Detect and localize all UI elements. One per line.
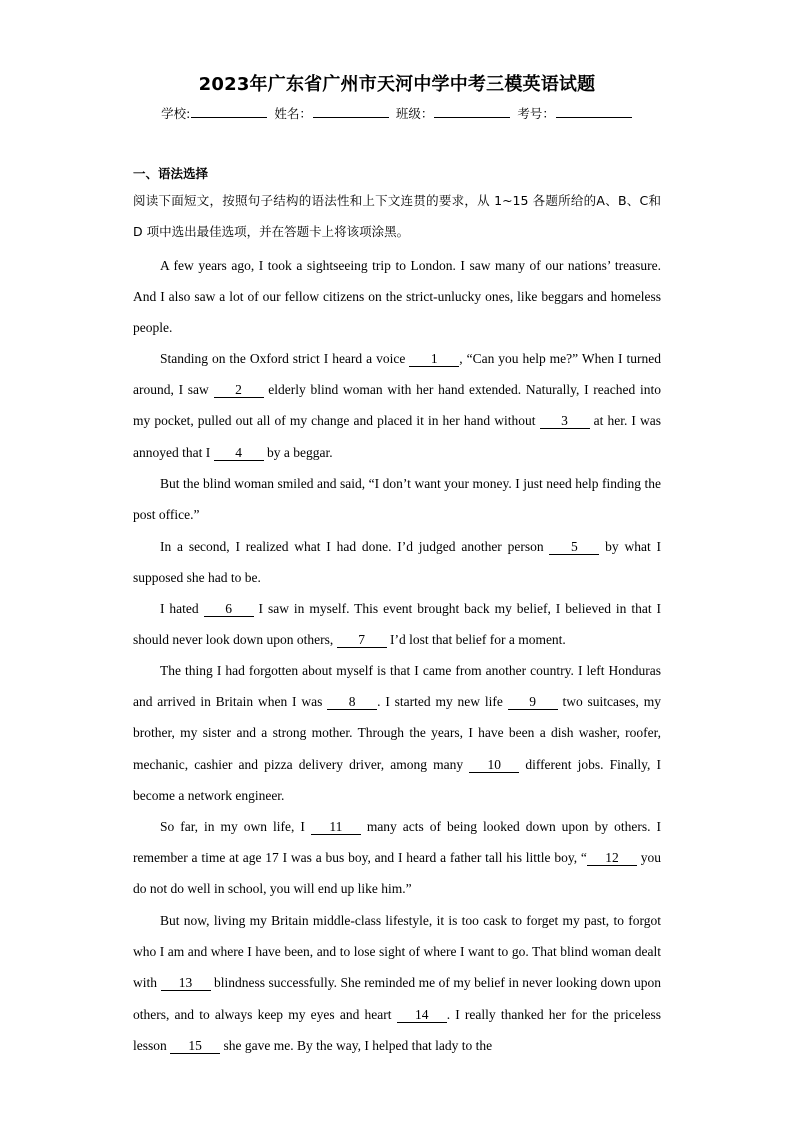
class-field[interactable] (434, 105, 510, 118)
school-field[interactable] (191, 105, 267, 118)
text: . I started my new life (377, 694, 508, 710)
text: blindness successfully. She reminded me of my belief in never looking down upon others, and to always keep my eyes and heart (133, 975, 661, 1022)
student-info-row (0, 104, 794, 122)
blank-10: 10 (469, 758, 519, 773)
text: elderly blind woman with her hand extended. Naturally, I reached into my pocket, pulled out all of my change and placed it in her hand without (133, 382, 661, 429)
paragraph-5 (133, 593, 661, 655)
text: by a beggar. (263, 444, 333, 460)
text: I saw in myself. This event brought back my belief, I believed in that I should never look down upon others, (133, 601, 662, 648)
name-field[interactable] (313, 105, 389, 118)
paragraph-7 (133, 811, 661, 905)
text: , “Can you help me?” When I turned around, I saw (133, 351, 661, 398)
text: In a second, I realized what I had done. I’d judged another person (160, 539, 550, 554)
blank-14: 14 (397, 1008, 447, 1023)
paragraph-2 (133, 343, 661, 468)
text: you do not do well in school, you will end up like him.” (133, 850, 662, 897)
blank-13: 13 (161, 976, 211, 991)
blank-15: 15 (170, 1039, 220, 1054)
blank-7: 7 (337, 633, 387, 648)
blank-1: 1 (409, 352, 459, 367)
blank-8: 8 (327, 695, 377, 710)
text: at her. I was annoyed that I (133, 413, 661, 460)
paragraph-6 (133, 655, 661, 811)
number-field[interactable] (556, 105, 632, 118)
name-label: 姓名： (274, 106, 312, 121)
school-label: 学校: (161, 106, 191, 121)
text: I hated (160, 601, 204, 616)
paragraph-4 (133, 531, 661, 593)
text: by what I supposed she had to be. (133, 539, 661, 586)
text: two suitcases, my brother, my sister and a strong mother. Through the years, I have been a dish washer, roofer, mechanic, cashier and pizza delivery driver, among many (133, 694, 661, 772)
text: different jobs. Finally, I become a network engineer. (133, 756, 661, 803)
blank-6: 6 (204, 602, 254, 617)
page-title: 2023年广东省广州市天河中学中考三模英语试题 (198, 74, 596, 95)
blank-3: 3 (540, 414, 590, 429)
text: . I really thanked her for the priceless lesson (133, 1006, 661, 1053)
text: she gave me. By the way, I helped that lady to the (220, 1037, 493, 1053)
class-label: 班级： (395, 106, 434, 121)
section-instruction: 阅读下面短文，按照句子结构的语法性和上下文连贯的要求，从 1~15 各题所给的A、B、C和 D 项中选出最佳选项，并在答题卡上将该项涂黑。 (133, 193, 661, 240)
blank-2: 2 (214, 383, 264, 398)
blank-11: 11 (311, 820, 361, 835)
section-heading: 一、语法选择 (133, 166, 209, 181)
text: many acts of being looked down upon by others. I remember a time at age 17 I was a bus boy, and I heard a father tall his little boy, “ (133, 819, 661, 866)
paragraph-8 (133, 905, 661, 1061)
blank-12: 12 (587, 851, 637, 866)
text: So far, in my own life, I (160, 819, 311, 834)
number-label: 考号： (517, 106, 555, 121)
blank-4: 4 (214, 446, 264, 461)
paragraph-1: A few years ago, I took a sightseeing trip to London. I saw many of our nations’ treasure. And I also saw a lot of our fellow citizens on the strict-unlucky ones, like beggars and homeless people. (133, 258, 661, 336)
paragraph-3: But the blind woman smiled and said, “I don’t want your money. I just need help finding the post office.” (133, 476, 661, 523)
blank-9: 9 (508, 695, 558, 710)
text: Standing on the Oxford strict I heard a voice (160, 351, 410, 366)
text: I’d lost that belief for a moment. (386, 632, 566, 648)
blank-5: 5 (549, 540, 599, 555)
text: The thing I had forgotten about myself is that I came from another country. I left Honduras and arrived in Britain when I was (133, 663, 661, 710)
text: But now, living my Britain middle-class lifestyle, it is too cask to forget my past, to forgot who I am and where I have been, and to lose sight of where I want to go. That blind woman dealt with (133, 913, 661, 991)
